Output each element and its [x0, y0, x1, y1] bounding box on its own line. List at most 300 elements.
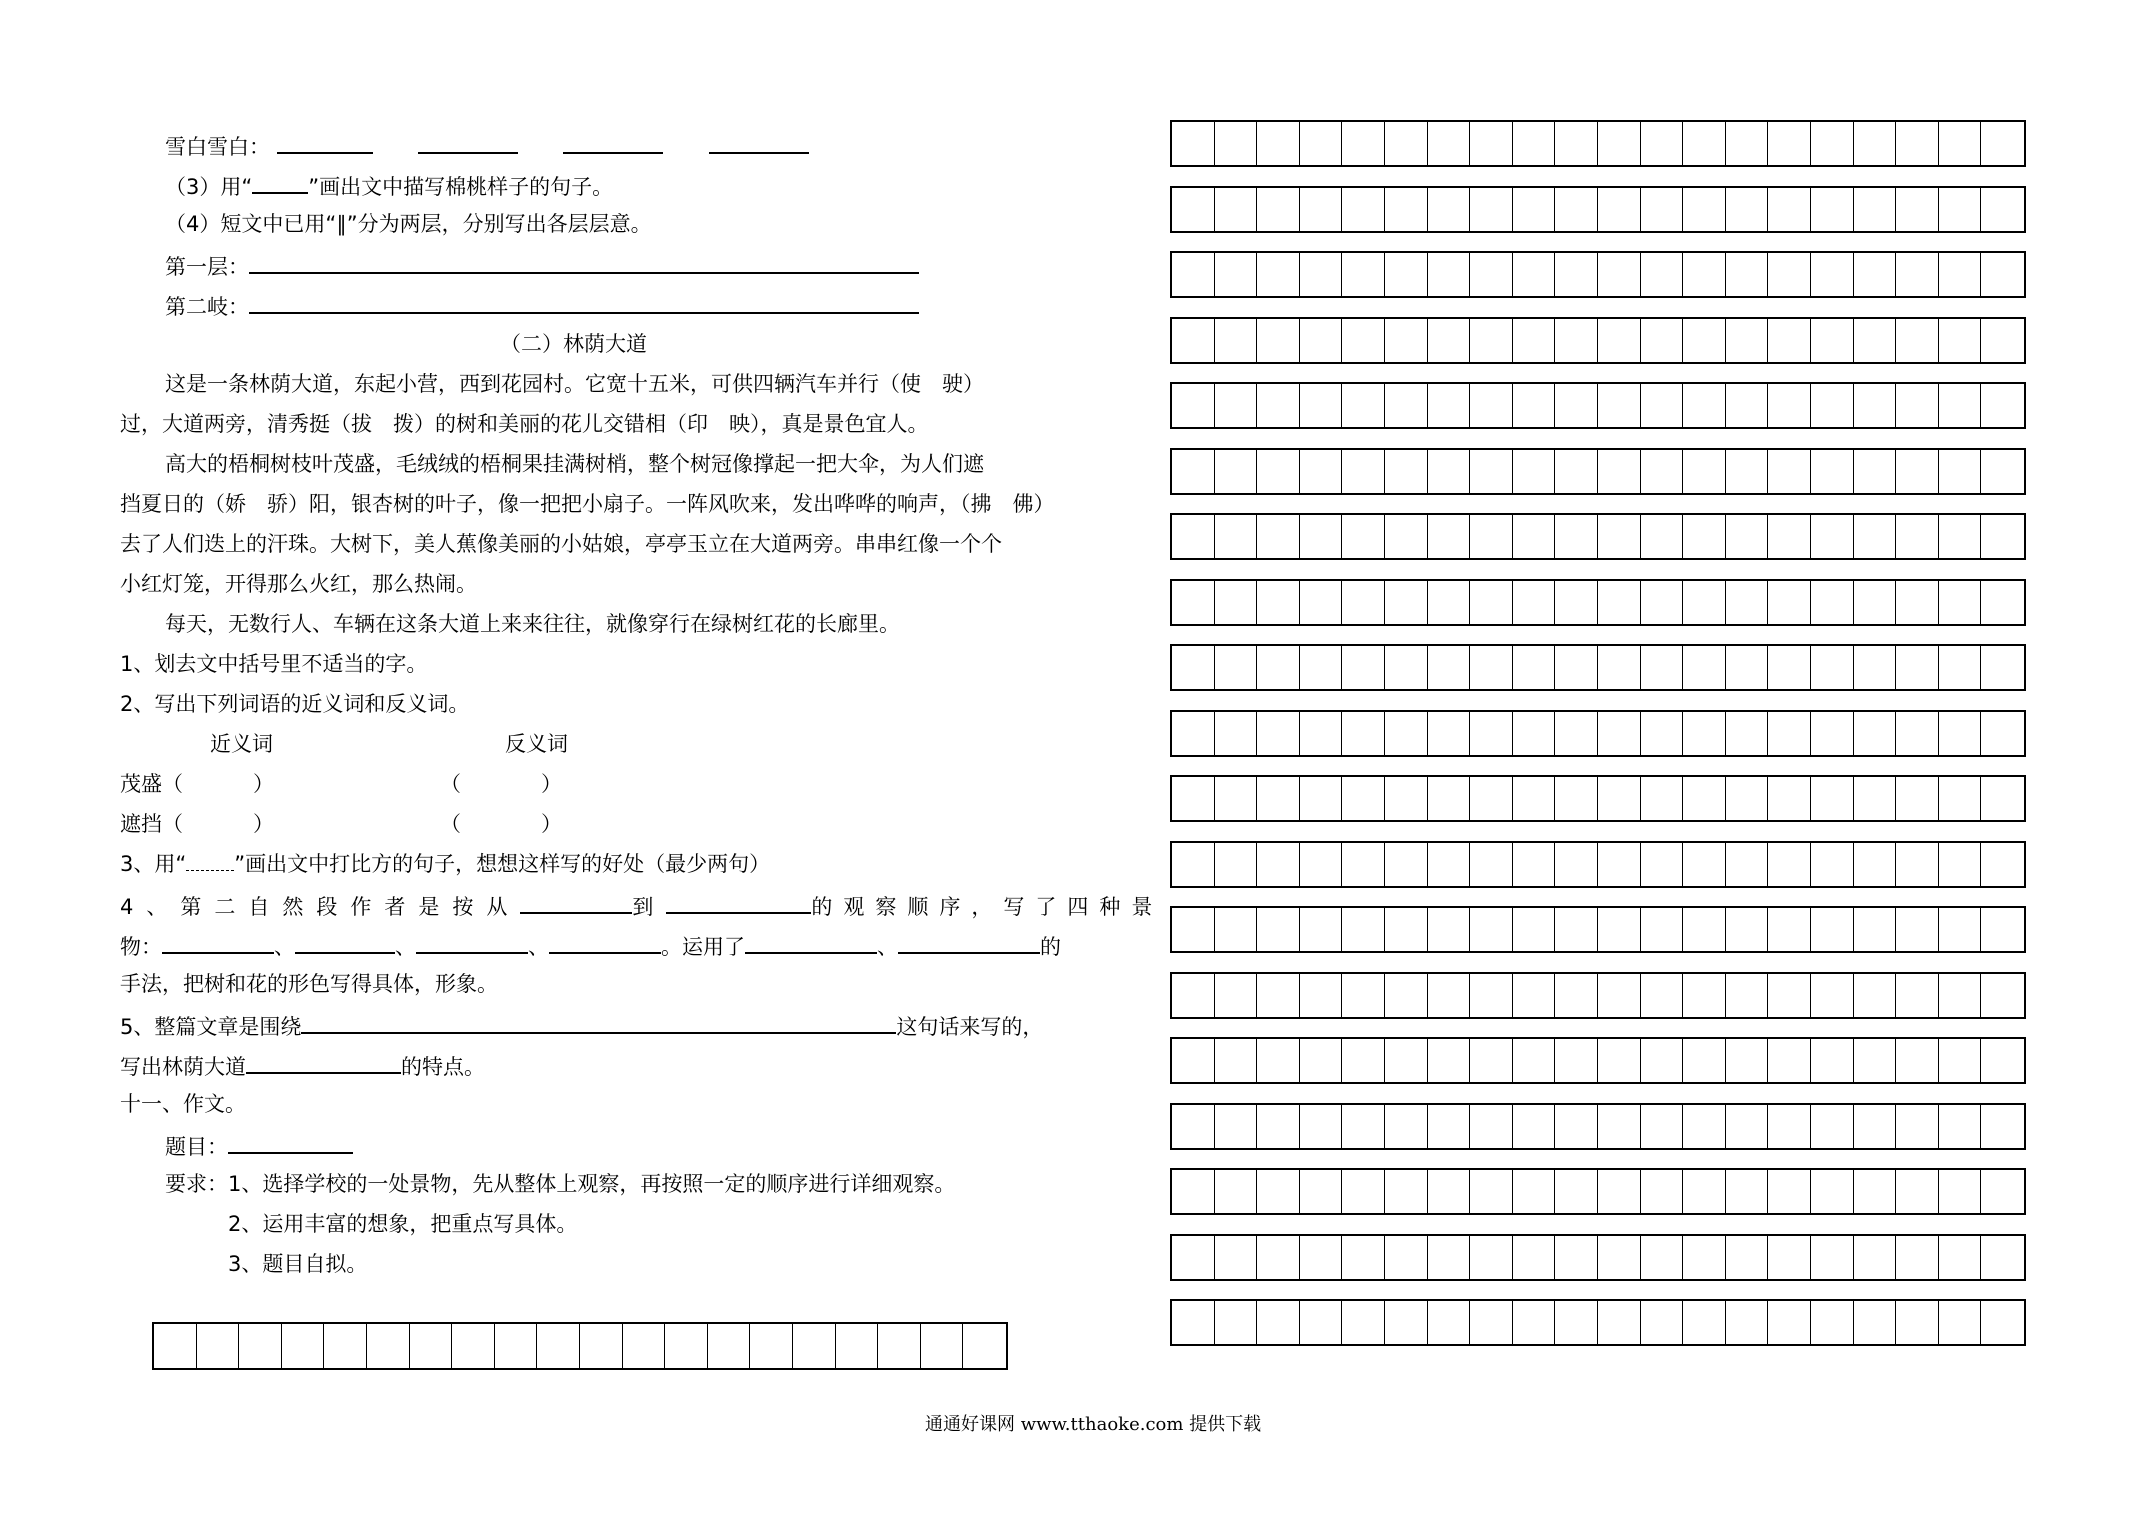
grid-cell[interactable]	[1470, 384, 1513, 427]
grid-cell[interactable]	[1385, 122, 1428, 165]
grid-cell[interactable]	[1683, 1105, 1726, 1148]
grid-cell[interactable]	[1981, 1301, 2024, 1344]
grid-cell[interactable]	[1683, 777, 1726, 820]
grid-cell[interactable]	[1513, 188, 1556, 231]
grid-cell[interactable]	[1428, 581, 1471, 624]
grid-cell[interactable]	[1896, 253, 1939, 296]
grid-cell[interactable]	[1854, 646, 1897, 689]
grid-cell[interactable]	[1470, 253, 1513, 296]
grid-cell[interactable]	[1257, 581, 1300, 624]
grid-cell[interactable]	[750, 1324, 793, 1368]
grid-cell[interactable]	[1768, 1236, 1811, 1279]
grid-cell[interactable]	[1385, 450, 1428, 493]
grid-cell[interactable]	[1726, 1236, 1769, 1279]
grid-cell[interactable]	[623, 1324, 666, 1368]
composition-title-blank[interactable]	[228, 1130, 353, 1154]
grid-cell[interactable]	[1726, 1039, 1769, 1082]
grid-cell[interactable]	[1342, 974, 1385, 1017]
grid-row[interactable]	[1170, 251, 2026, 298]
grid-cell[interactable]	[1342, 188, 1385, 231]
grid-cell[interactable]	[1300, 581, 1343, 624]
grid-cell[interactable]	[1215, 974, 1258, 1017]
grid-cell[interactable]	[1641, 450, 1684, 493]
grid-cell[interactable]	[1939, 450, 1982, 493]
grid-cell[interactable]	[1300, 843, 1343, 886]
grid-cell[interactable]	[1981, 581, 2024, 624]
grid-cell[interactable]	[1215, 1039, 1258, 1082]
grid-cell[interactable]	[1172, 843, 1215, 886]
grid-row[interactable]	[1170, 382, 2026, 429]
grid-cell[interactable]	[1300, 188, 1343, 231]
grid-cell[interactable]	[1428, 450, 1471, 493]
grid-cell[interactable]	[1342, 515, 1385, 558]
grid-cell[interactable]	[1342, 581, 1385, 624]
grid-row[interactable]	[1170, 775, 2026, 822]
grid-cell[interactable]	[1768, 646, 1811, 689]
grid-cell[interactable]	[1342, 1039, 1385, 1082]
grid-cell[interactable]	[1300, 1301, 1343, 1344]
q5-sentence-blank[interactable]	[301, 1010, 896, 1034]
grid-cell[interactable]	[1300, 712, 1343, 755]
grid-cell[interactable]	[1726, 908, 1769, 951]
grid-cell[interactable]	[1555, 515, 1598, 558]
grid-row[interactable]	[1170, 1234, 2026, 1281]
grid-cell[interactable]	[1257, 384, 1300, 427]
grid-cell[interactable]	[1811, 515, 1854, 558]
grid-cell[interactable]	[1896, 1105, 1939, 1148]
grid-cell[interactable]	[1896, 908, 1939, 951]
grid-cell[interactable]	[1939, 843, 1982, 886]
grid-cell[interactable]	[1939, 712, 1982, 755]
grid-cell[interactable]	[1683, 1039, 1726, 1082]
grid-cell[interactable]	[1300, 384, 1343, 427]
grid-cell[interactable]	[1641, 712, 1684, 755]
grid-cell[interactable]	[1428, 1039, 1471, 1082]
grid-cell[interactable]	[1726, 646, 1769, 689]
grid-cell[interactable]	[1300, 122, 1343, 165]
grid-cell[interactable]	[1172, 1105, 1215, 1148]
grid-cell[interactable]	[1854, 908, 1897, 951]
grid-cell[interactable]	[1470, 843, 1513, 886]
grid-cell[interactable]	[1300, 974, 1343, 1017]
grid-cell[interactable]	[1385, 319, 1428, 362]
grid-cell[interactable]	[1555, 384, 1598, 427]
grid-cell[interactable]	[452, 1324, 495, 1368]
grid-cell[interactable]	[1854, 1236, 1897, 1279]
grid-cell[interactable]	[1811, 253, 1854, 296]
grid-row[interactable]	[1170, 186, 2026, 233]
grid-cell[interactable]	[1768, 1105, 1811, 1148]
grid-cell[interactable]	[1811, 908, 1854, 951]
grid-cell[interactable]	[1385, 581, 1428, 624]
grid-cell[interactable]	[1896, 188, 1939, 231]
grid-cell[interactable]	[1513, 712, 1556, 755]
grid-cell[interactable]	[1598, 450, 1641, 493]
grid-cell[interactable]	[1854, 253, 1897, 296]
grid-cell[interactable]	[1811, 188, 1854, 231]
grid-cell[interactable]	[1342, 1236, 1385, 1279]
grid-cell[interactable]	[1939, 319, 1982, 362]
grid-cell[interactable]	[1513, 253, 1556, 296]
grid-cell[interactable]	[1641, 777, 1684, 820]
grid-cell[interactable]	[1683, 974, 1726, 1017]
grid-cell[interactable]	[1428, 1105, 1471, 1148]
grid-cell[interactable]	[1981, 384, 2024, 427]
grid-cell[interactable]	[1470, 777, 1513, 820]
grid-cell[interactable]	[1811, 450, 1854, 493]
grid-cell[interactable]	[1470, 450, 1513, 493]
grid-cell[interactable]	[1215, 908, 1258, 951]
grid-cell[interactable]	[1939, 253, 1982, 296]
grid-cell[interactable]	[1342, 1301, 1385, 1344]
grid-cell[interactable]	[1172, 319, 1215, 362]
grid-cell[interactable]	[1470, 646, 1513, 689]
grid-cell[interactable]	[1598, 1170, 1641, 1213]
grid-cell[interactable]	[1428, 712, 1471, 755]
grid-cell[interactable]	[1683, 1236, 1726, 1279]
q4-scene-blank-4[interactable]	[549, 930, 661, 954]
grid-cell[interactable]	[1726, 581, 1769, 624]
grid-cell[interactable]	[1683, 253, 1726, 296]
grid-cell[interactable]	[1939, 515, 1982, 558]
grid-cell[interactable]	[1470, 974, 1513, 1017]
grid-cell[interactable]	[1215, 253, 1258, 296]
grid-cell[interactable]	[1257, 646, 1300, 689]
grid-cell[interactable]	[1470, 1236, 1513, 1279]
grid-cell[interactable]	[1683, 908, 1726, 951]
grid-cell[interactable]	[1428, 1170, 1471, 1213]
grid-cell[interactable]	[1854, 384, 1897, 427]
grid-cell[interactable]	[1342, 450, 1385, 493]
grid-cell[interactable]	[1172, 646, 1215, 689]
grid-cell[interactable]	[1896, 515, 1939, 558]
grid-cell[interactable]	[793, 1324, 836, 1368]
grid-cell[interactable]	[1385, 384, 1428, 427]
grid-cell[interactable]	[1257, 974, 1300, 1017]
grid-cell[interactable]	[1641, 908, 1684, 951]
grid-cell[interactable]	[963, 1324, 1006, 1368]
grid-cell[interactable]	[1641, 253, 1684, 296]
grid-cell[interactable]	[1598, 122, 1641, 165]
grid-cell[interactable]	[1513, 908, 1556, 951]
grid-cell[interactable]	[1300, 1236, 1343, 1279]
grid-cell[interactable]	[1598, 777, 1641, 820]
grid-cell[interactable]	[1854, 581, 1897, 624]
grid-cell[interactable]	[1981, 1170, 2024, 1213]
grid-cell[interactable]	[1428, 1301, 1471, 1344]
grid-cell[interactable]	[1683, 1301, 1726, 1344]
grid-cell[interactable]	[1768, 253, 1811, 296]
grid-cell[interactable]	[1768, 1170, 1811, 1213]
grid-cell[interactable]	[282, 1324, 325, 1368]
grid-cell[interactable]	[1939, 1105, 1982, 1148]
grid-cell[interactable]	[1385, 1301, 1428, 1344]
grid-cell[interactable]	[1768, 122, 1811, 165]
grid-cell[interactable]	[1257, 253, 1300, 296]
grid-cell[interactable]	[1939, 122, 1982, 165]
grid-cell[interactable]	[921, 1324, 964, 1368]
grid-cell[interactable]	[1428, 646, 1471, 689]
grid-cell[interactable]	[1768, 974, 1811, 1017]
grid-cell[interactable]	[1172, 515, 1215, 558]
grid-cell[interactable]	[1854, 777, 1897, 820]
grid-cell[interactable]	[1300, 777, 1343, 820]
grid-cell[interactable]	[1385, 515, 1428, 558]
grid-cell[interactable]	[1428, 843, 1471, 886]
grid-cell[interactable]	[1683, 1170, 1726, 1213]
xuebai-blank-3[interactable]	[563, 130, 663, 154]
grid-cell[interactable]	[1428, 974, 1471, 1017]
grid-cell[interactable]	[1470, 515, 1513, 558]
q4-scene-blank-3[interactable]	[416, 930, 528, 954]
grid-cell[interactable]	[1683, 188, 1726, 231]
grid-cell[interactable]	[1385, 188, 1428, 231]
grid-cell[interactable]	[1768, 515, 1811, 558]
grid-cell[interactable]	[1981, 319, 2024, 362]
grid-cell[interactable]	[1683, 712, 1726, 755]
grid-cell[interactable]	[1172, 253, 1215, 296]
grid-cell[interactable]	[1981, 712, 2024, 755]
grid-cell[interactable]	[1683, 581, 1726, 624]
grid-cell[interactable]	[1598, 253, 1641, 296]
grid-cell[interactable]	[1726, 253, 1769, 296]
grid-cell[interactable]	[1683, 843, 1726, 886]
grid-cell[interactable]	[410, 1324, 453, 1368]
grid-cell[interactable]	[1428, 908, 1471, 951]
grid-cell[interactable]	[1428, 188, 1471, 231]
xuebai-blank-2[interactable]	[418, 130, 518, 154]
grid-cell[interactable]	[1981, 515, 2024, 558]
grid-row[interactable]	[1170, 710, 2026, 757]
grid-cell[interactable]	[1513, 450, 1556, 493]
grid-cell[interactable]	[1385, 1170, 1428, 1213]
grid-cell[interactable]	[1172, 777, 1215, 820]
grid-cell[interactable]	[1641, 188, 1684, 231]
grid-cell[interactable]	[1641, 122, 1684, 165]
grid-cell[interactable]	[1726, 777, 1769, 820]
grid-cell[interactable]	[1726, 1170, 1769, 1213]
grid-cell[interactable]	[1768, 188, 1811, 231]
grid-cell[interactable]	[1513, 843, 1556, 886]
grid-cell[interactable]	[1385, 1105, 1428, 1148]
grid-cell[interactable]	[1342, 712, 1385, 755]
grid-cell[interactable]	[1342, 319, 1385, 362]
grid-cell[interactable]	[1385, 908, 1428, 951]
grid-cell[interactable]	[197, 1324, 240, 1368]
grid-cell[interactable]	[1513, 646, 1556, 689]
grid-cell[interactable]	[1172, 581, 1215, 624]
grid-cell[interactable]	[1811, 1301, 1854, 1344]
grid-cell[interactable]	[1470, 122, 1513, 165]
grid-cell[interactable]	[1896, 1301, 1939, 1344]
grid-cell[interactable]	[1854, 1105, 1897, 1148]
grid-cell[interactable]	[1300, 319, 1343, 362]
grid-cell[interactable]	[1470, 188, 1513, 231]
grid-cell[interactable]	[1683, 122, 1726, 165]
grid-cell[interactable]	[1854, 188, 1897, 231]
grid-cell[interactable]	[1342, 777, 1385, 820]
grid-cell[interactable]	[1513, 777, 1556, 820]
grid-row[interactable]	[1170, 906, 2026, 953]
grid-cell[interactable]	[1768, 843, 1811, 886]
grid-cell[interactable]	[1896, 646, 1939, 689]
grid-cell[interactable]	[1215, 581, 1258, 624]
grid-cell[interactable]	[1300, 908, 1343, 951]
grid-cell[interactable]	[1641, 319, 1684, 362]
grid-cell[interactable]	[580, 1324, 623, 1368]
grid-cell[interactable]	[1726, 188, 1769, 231]
grid-cell[interactable]	[1513, 384, 1556, 427]
grid-cell[interactable]	[1172, 974, 1215, 1017]
grid-cell[interactable]	[1215, 646, 1258, 689]
grid-cell[interactable]	[1470, 581, 1513, 624]
grid-cell[interactable]	[1598, 581, 1641, 624]
grid-row[interactable]	[1170, 1299, 2026, 1346]
grid-cell[interactable]	[1300, 646, 1343, 689]
grid-cell[interactable]	[1726, 122, 1769, 165]
grid-cell[interactable]	[1896, 450, 1939, 493]
grid-cell[interactable]	[1257, 1105, 1300, 1148]
grid-cell[interactable]	[1939, 908, 1982, 951]
grid-cell[interactable]	[1641, 581, 1684, 624]
grid-cell[interactable]	[1470, 712, 1513, 755]
grid-cell[interactable]	[1768, 777, 1811, 820]
grid-cell[interactable]	[1215, 1105, 1258, 1148]
grid-cell[interactable]	[324, 1324, 367, 1368]
grid-cell[interactable]	[1470, 1170, 1513, 1213]
grid-cell[interactable]	[1981, 1236, 2024, 1279]
grid-cell[interactable]	[1470, 1039, 1513, 1082]
grid-cell[interactable]	[1428, 122, 1471, 165]
grid-cell[interactable]	[1598, 712, 1641, 755]
grid-cell[interactable]	[1683, 450, 1726, 493]
grid-cell[interactable]	[1939, 1170, 1982, 1213]
q5-feature-blank[interactable]	[246, 1050, 401, 1074]
grid-cell[interactable]	[1555, 974, 1598, 1017]
grid-cell[interactable]	[1981, 253, 2024, 296]
grid-row[interactable]	[1170, 120, 2026, 167]
grid-cell[interactable]	[1470, 908, 1513, 951]
q4-to-blank[interactable]	[666, 890, 811, 914]
grid-cell[interactable]	[1641, 974, 1684, 1017]
grid-cell[interactable]	[1939, 777, 1982, 820]
grid-cell[interactable]	[1981, 974, 2024, 1017]
grid-cell[interactable]	[1257, 188, 1300, 231]
grid-cell[interactable]	[1513, 974, 1556, 1017]
grid-cell[interactable]	[1428, 319, 1471, 362]
grid-cell[interactable]	[1981, 908, 2024, 951]
grid-cell[interactable]	[1598, 384, 1641, 427]
grid-cell[interactable]	[1854, 974, 1897, 1017]
q4-from-blank[interactable]	[520, 890, 632, 914]
grid-cell[interactable]	[1896, 777, 1939, 820]
grid-cell[interactable]	[1854, 450, 1897, 493]
grid-cell[interactable]	[1854, 122, 1897, 165]
grid-cell[interactable]	[836, 1324, 879, 1368]
grid-cell[interactable]	[1257, 1170, 1300, 1213]
grid-cell[interactable]	[1641, 646, 1684, 689]
grid-cell[interactable]	[1939, 188, 1982, 231]
grid-cell[interactable]	[1598, 1105, 1641, 1148]
grid-cell[interactable]	[1215, 122, 1258, 165]
grid-cell[interactable]	[1342, 384, 1385, 427]
grid-cell[interactable]	[1342, 253, 1385, 296]
grid-cell[interactable]	[1257, 319, 1300, 362]
grid-cell[interactable]	[1300, 253, 1343, 296]
grid-cell[interactable]	[1641, 1039, 1684, 1082]
grid-cell[interactable]	[1598, 319, 1641, 362]
grid-cell[interactable]	[1726, 1301, 1769, 1344]
grid-row[interactable]	[1170, 448, 2026, 495]
grid-cell[interactable]	[1555, 1236, 1598, 1279]
grid-cell[interactable]	[1342, 1105, 1385, 1148]
grid-cell[interactable]	[1470, 319, 1513, 362]
grid-cell[interactable]	[1513, 122, 1556, 165]
grid-cell[interactable]	[708, 1324, 751, 1368]
grid-cell[interactable]	[1555, 777, 1598, 820]
grid-row[interactable]	[1170, 317, 2026, 364]
grid-cell[interactable]	[1428, 253, 1471, 296]
grid-cell[interactable]	[1683, 384, 1726, 427]
grid-cell[interactable]	[1981, 1105, 2024, 1148]
grid-cell[interactable]	[1726, 319, 1769, 362]
q4-technique-blank-1[interactable]	[745, 930, 877, 954]
grid-cell[interactable]	[1598, 1301, 1641, 1344]
grid-cell[interactable]	[1811, 384, 1854, 427]
grid-cell[interactable]	[1939, 974, 1982, 1017]
grid-cell[interactable]	[1811, 581, 1854, 624]
grid-cell[interactable]	[1896, 1170, 1939, 1213]
grid-cell[interactable]	[1854, 515, 1897, 558]
grid-cell[interactable]	[1215, 450, 1258, 493]
grid-cell[interactable]	[1768, 908, 1811, 951]
grid-cell[interactable]	[1342, 908, 1385, 951]
grid-cell[interactable]	[1854, 319, 1897, 362]
grid-cell[interactable]	[1555, 712, 1598, 755]
grid-cell[interactable]	[1598, 908, 1641, 951]
grid-cell[interactable]	[1939, 1236, 1982, 1279]
grid-cell[interactable]	[1172, 1170, 1215, 1213]
grid-cell[interactable]	[1555, 646, 1598, 689]
grid-cell[interactable]	[1598, 974, 1641, 1017]
grid-cell[interactable]	[1939, 646, 1982, 689]
grid-cell[interactable]	[1385, 843, 1428, 886]
grid-cell[interactable]	[1598, 1039, 1641, 1082]
grid-cell[interactable]	[1896, 319, 1939, 362]
grid-cell[interactable]	[1981, 1039, 2024, 1082]
grid-cell[interactable]	[1981, 122, 2024, 165]
grid-cell[interactable]	[1939, 1039, 1982, 1082]
grid-cell[interactable]	[1811, 974, 1854, 1017]
grid-cell[interactable]	[1683, 515, 1726, 558]
grid-cell[interactable]	[1811, 1236, 1854, 1279]
grid-cell[interactable]	[1598, 843, 1641, 886]
grid-cell[interactable]	[878, 1324, 921, 1368]
grid-cell[interactable]	[1768, 1301, 1811, 1344]
grid-cell[interactable]	[1641, 1170, 1684, 1213]
grid-cell[interactable]	[1257, 1236, 1300, 1279]
grid-cell[interactable]	[1428, 384, 1471, 427]
grid-cell[interactable]	[1854, 843, 1897, 886]
q4-technique-blank-2[interactable]	[898, 930, 1040, 954]
grid-cell[interactable]	[1385, 253, 1428, 296]
grid-cell[interactable]	[1385, 1236, 1428, 1279]
grid-cell[interactable]	[1257, 122, 1300, 165]
grid-cell[interactable]	[1342, 122, 1385, 165]
grid-cell[interactable]	[1428, 777, 1471, 820]
grid-cell[interactable]	[1811, 319, 1854, 362]
grid-cell[interactable]	[1215, 319, 1258, 362]
